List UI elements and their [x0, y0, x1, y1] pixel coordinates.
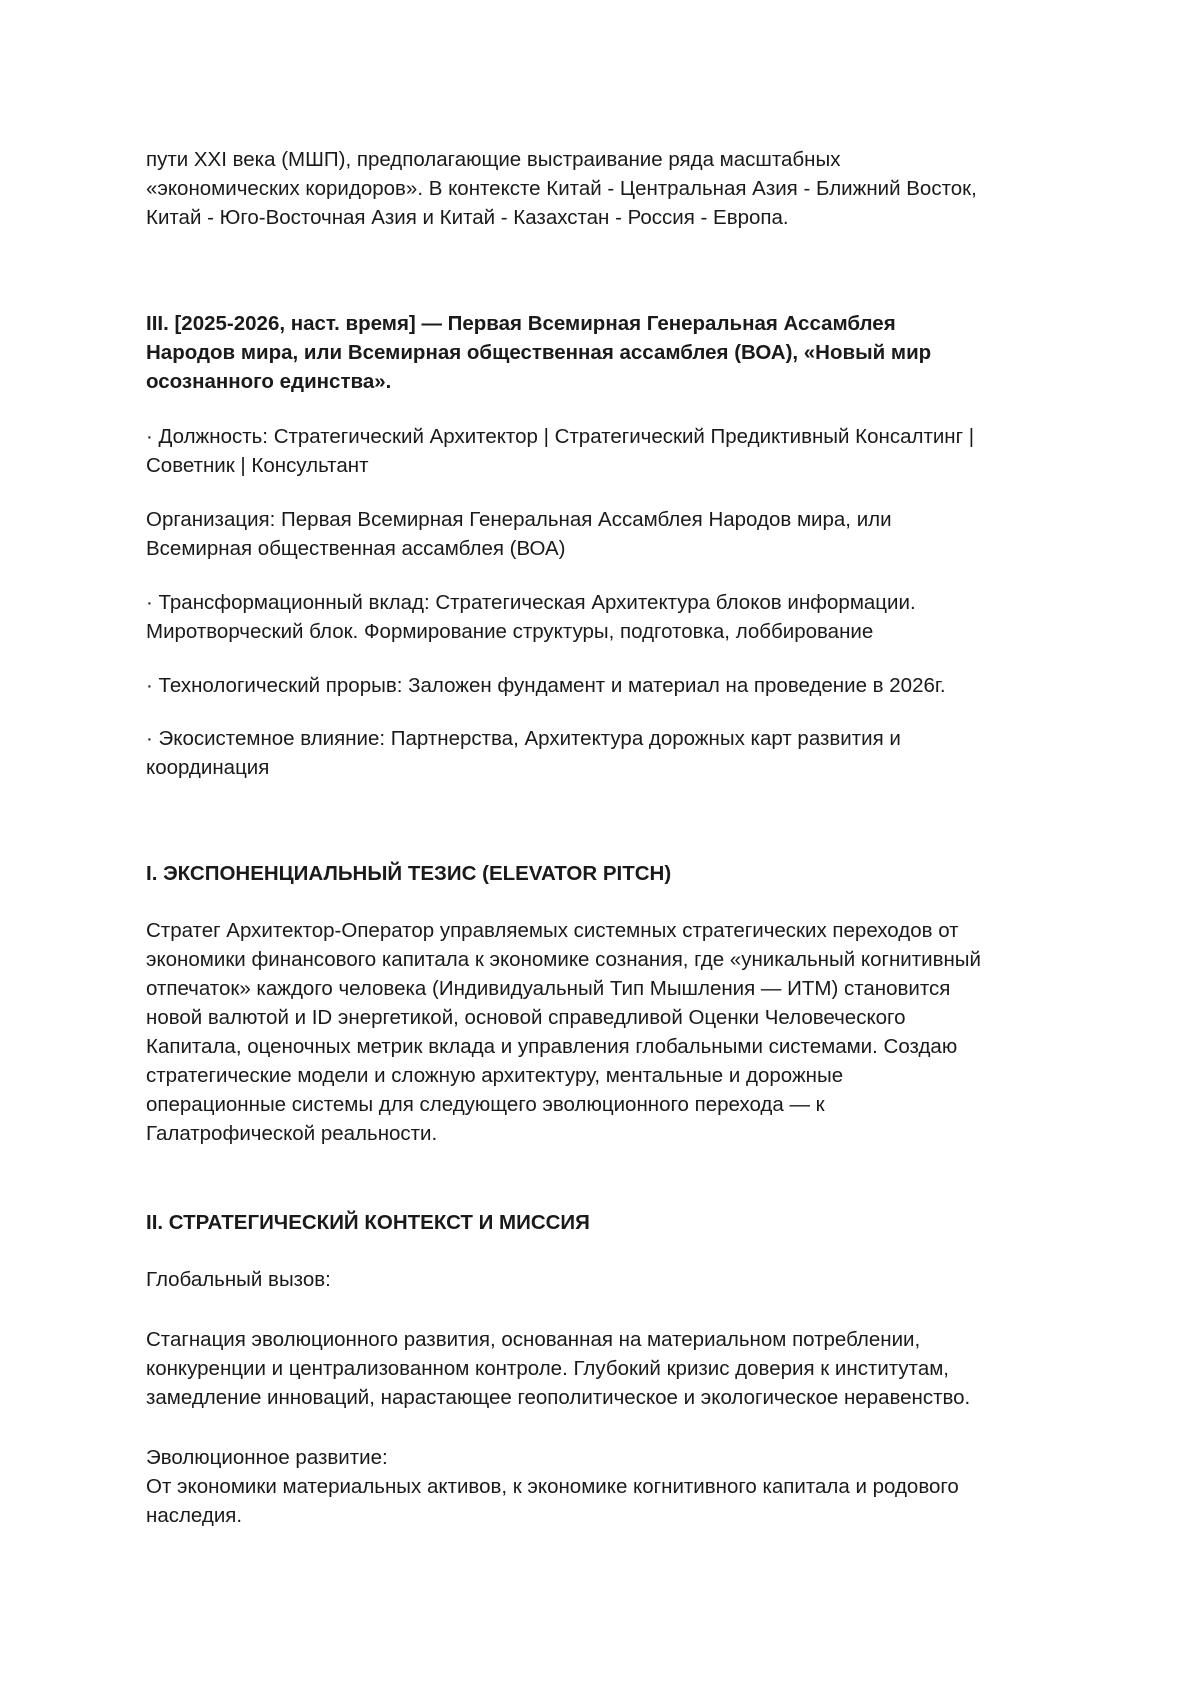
thesis-line: Галатрофической реальности. — [146, 1122, 438, 1145]
ecosystem-line: · Экосистемное влияние: Партнерства, Архитектура дорожных карт развития и — [146, 727, 901, 750]
contribution-line: · Трансформационный вклад: Стратегическая Архитектура блоков информации. — [146, 591, 916, 614]
intro-line: пути XXI века (МШП), предполагающие выстраивание ряда масштабных — [146, 148, 841, 171]
intro-line: «экономических коридоров». В контексте Китай - Центральная Азия - Ближний Восток, — [146, 177, 977, 200]
context-heading: II. СТРАТЕГИЧЕСКИЙ КОНТЕКСТ И МИССИЯ — [146, 1211, 590, 1234]
breakthrough-line: · Технологический прорыв: Заложен фундамент и материал на проведение в 2026г. — [146, 674, 946, 697]
evolution-line: От экономики материальных активов, к экономике когнитивного капитала и родового — [146, 1475, 959, 1498]
organization-line: Организация: Первая Всемирная Генеральная Ассамблея Народов мира, или — [146, 508, 892, 531]
thesis-heading: I. ЭКСПОНЕНЦИАЛЬНЫЙ ТЕЗИС (ELEVATOR PITCH) — [146, 862, 672, 885]
contribution-line: Миротворческий блок. Формирование структуры, подготовка, лоббирование — [146, 620, 874, 643]
thesis-line: экономики финансового капитала к экономике сознания, где «уникальный когнитивный — [146, 948, 981, 971]
thesis-line: отпечаток» каждого человека (Индивидуальный Тип Мышления — ИТМ) становится — [146, 977, 951, 1000]
heading-line: III. [2025-2026, наст. время] — Первая Всемирная Генеральная Ассамблея — [146, 312, 896, 335]
position-line: · Должность: Стратегический Архитектор | Стратегический Предиктивный Консалтинг | — [146, 425, 975, 448]
thesis-line: новой валютой и ID энергетикой, основой справедливой Оценки Человеческого — [146, 1006, 906, 1029]
challenge-line: замедление инноваций, нарастающее геополитическое и экологическое неравенство. — [146, 1386, 971, 1409]
ecosystem-line: координация — [146, 756, 270, 779]
organization-line: Всемирная общественная ассамблея (ВОА) — [146, 537, 566, 560]
heading-line: Народов мира, или Всемирная общественная ассамблея (ВОА), «Новый мир — [146, 341, 932, 364]
challenge-label: Глобальный вызов: — [146, 1268, 331, 1291]
thesis-line: Капитала, оценочных метрик вклада и управления глобальными системами. Создаю — [146, 1035, 958, 1058]
thesis-line: стратегические модели и сложную архитектуру, ментальные и дорожные — [146, 1064, 844, 1087]
evolution-label: Эволюционное развитие: — [146, 1446, 388, 1469]
evolution-line: наследия. — [146, 1504, 243, 1527]
intro-line: Китай - Юго-Восточная Азия и Китай - Казахстан - Россия - Европа. — [146, 206, 789, 229]
challenge-line: Стагнация эволюционного развития, основанная на материальном потреблении, — [146, 1328, 921, 1351]
thesis-line: Стратег Архитектор-Оператор управляемых системных стратегических переходов от — [146, 919, 959, 942]
position-line: Советник | Консультант — [146, 454, 369, 477]
thesis-line: операционные системы для следующего эволюционного перехода — к — [146, 1093, 825, 1116]
challenge-line: конкуренции и централизованном контроле. Глубокий кризис доверия к институтам, — [146, 1357, 950, 1380]
heading-line: осознанного единства». — [146, 370, 392, 393]
